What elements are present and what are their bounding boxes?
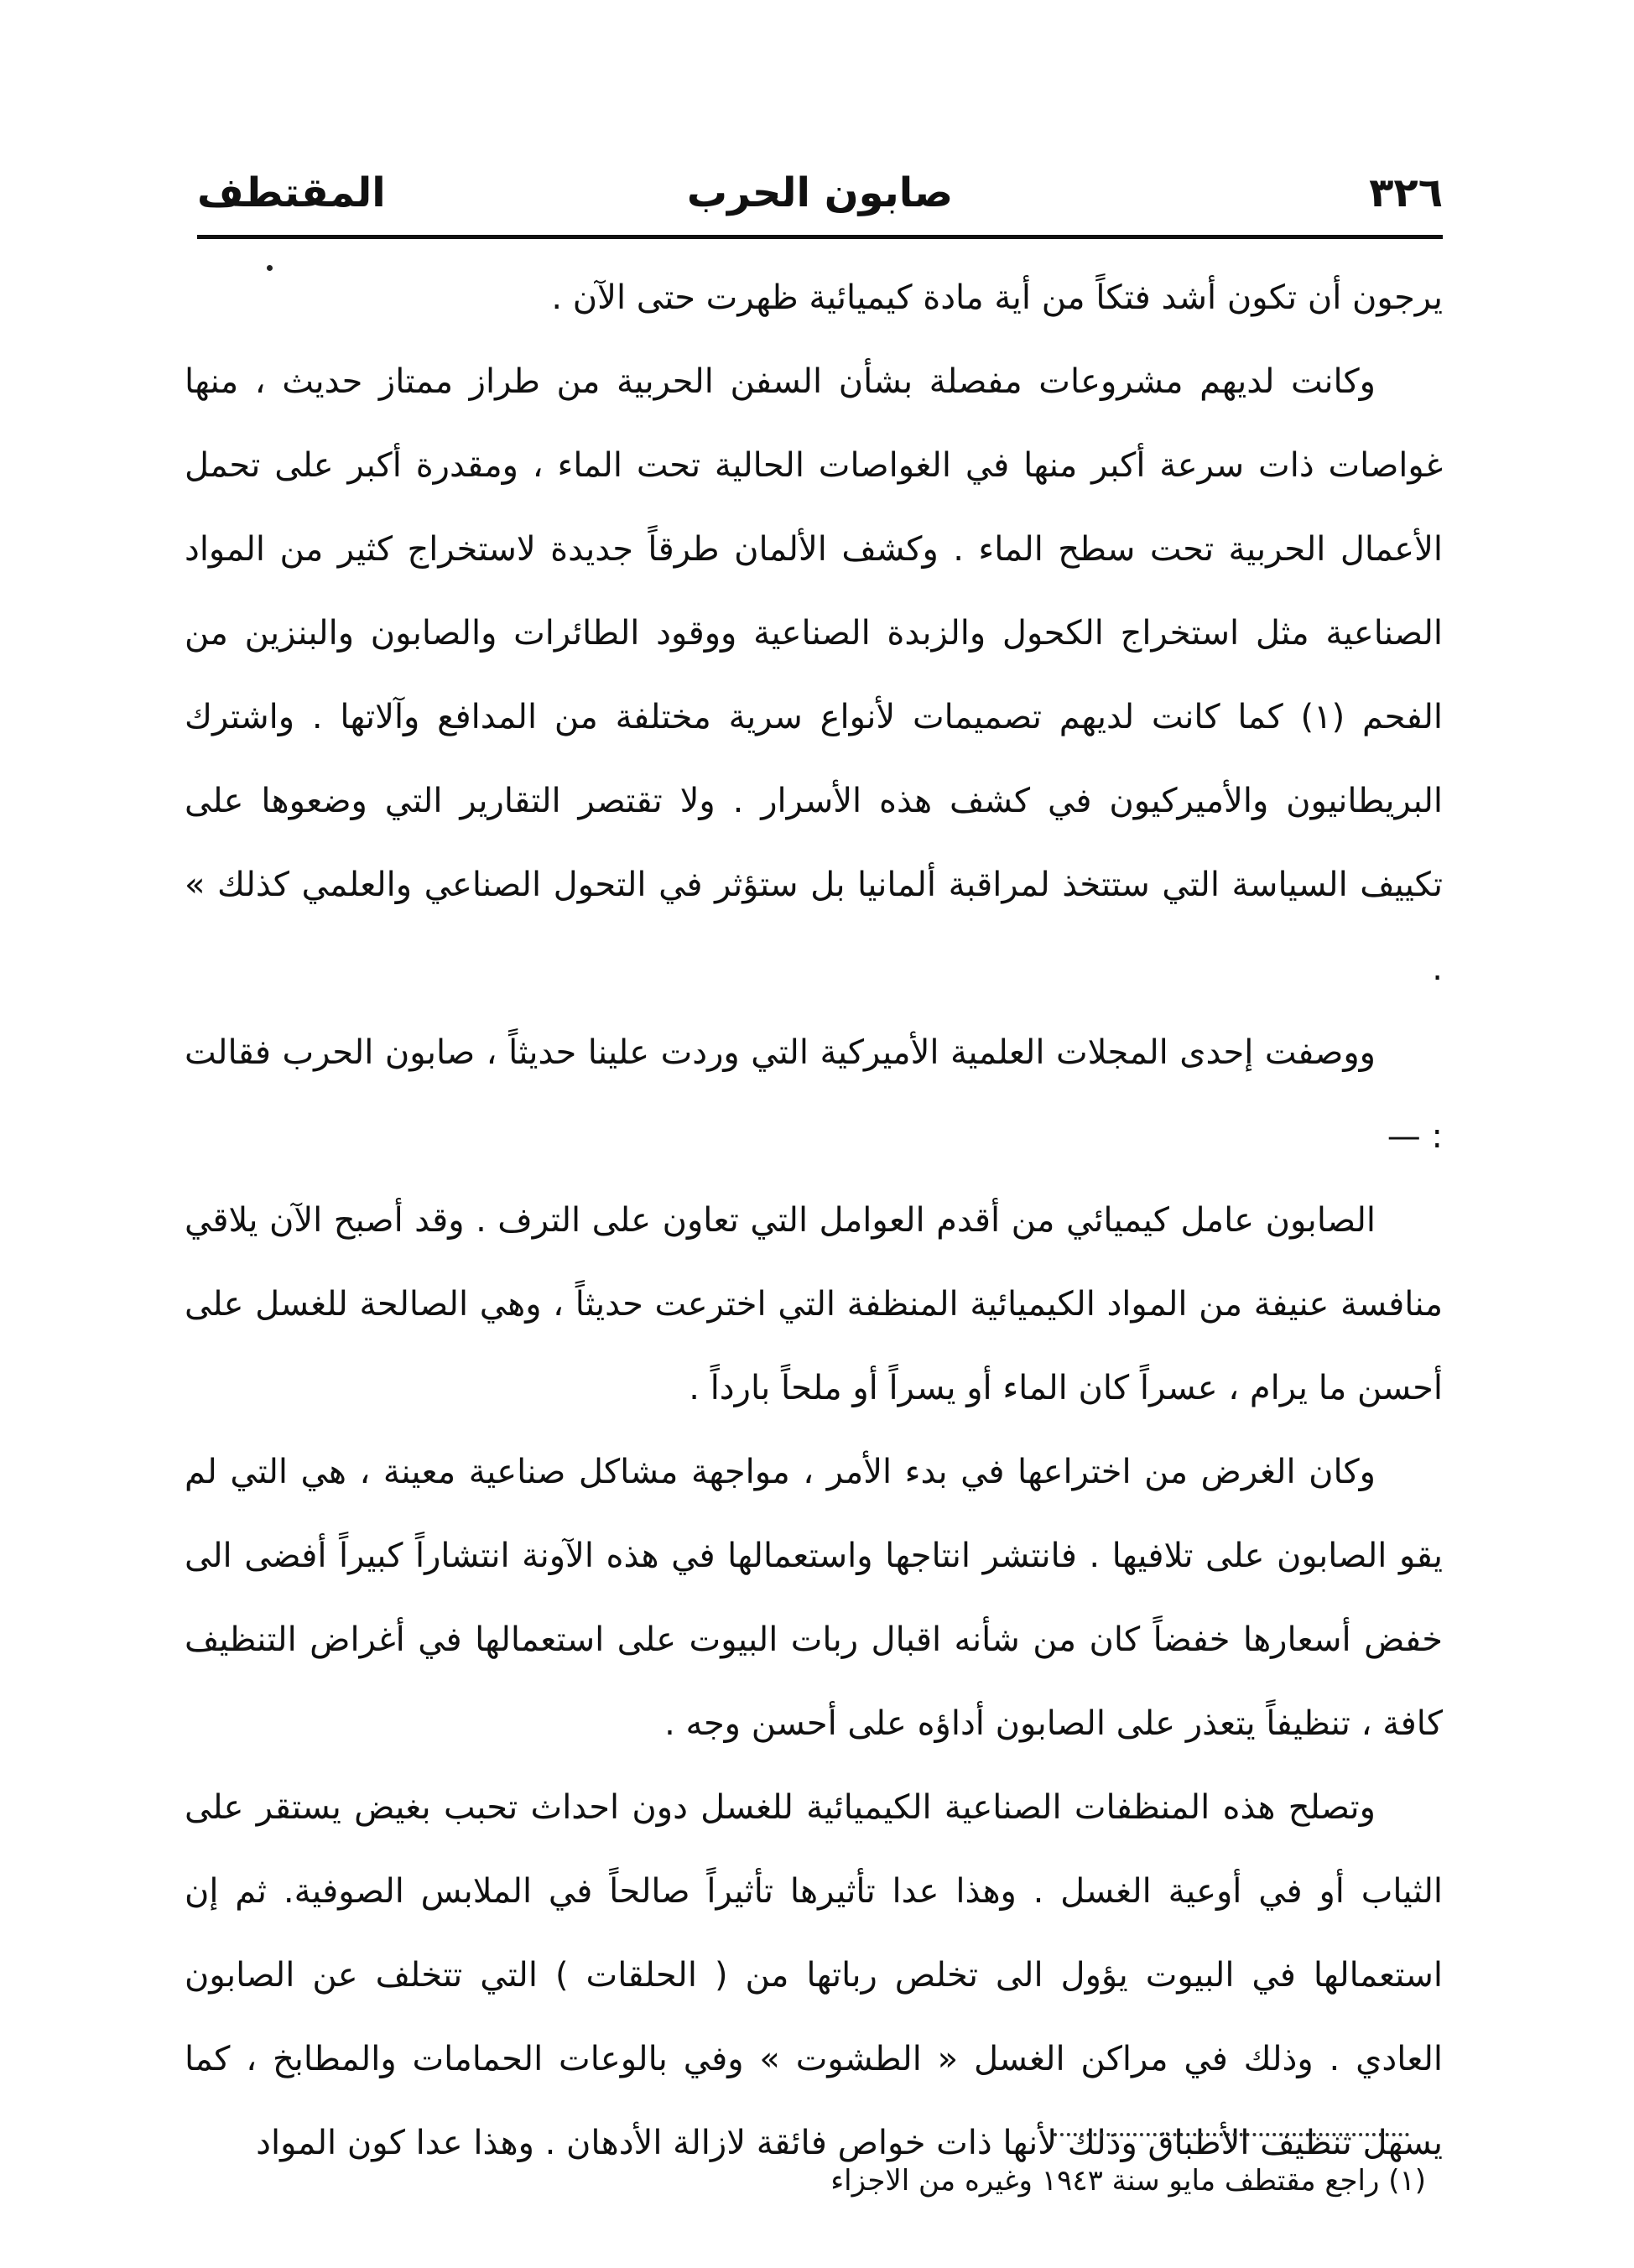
- paragraph-magazine-description: ووصفت إحدى المجلات العلمية الأميركية التي وردت علينا حديثاً ، صابون الحرب فقالت : —: [185, 1033, 1443, 1156]
- paragraph-invention-purpose: وكان الغرض من اختراعها في بدء الأمر ، مواجهة مشاكل صناعية معينة ، هي التي لم يقو الصابون على تلافيها . فانتشر انتاجها واستعمالها في هذه الآونة انتشاراً كبيراً أفضى الى خفض أسعارها خفضاً كان من شأنه اقبال ربات البيوت على استعمالها في أغراض التنظيف كافة ، تنظيفاً يتعذر على الصابون أداؤه على أحسن وجه .: [185, 1453, 1443, 1743]
- page-number: ٣٢٦: [1369, 169, 1443, 216]
- running-title: صابون الحرب: [686, 169, 954, 216]
- paragraph-soap-competition: الصابون عامل كيميائي من أقدم العوامل التي تعاون على الترف . وقد أصبح الآن يلاقي منافسة عنيفة من المواد الكيميائية المنظفة التي اخترعت حديثاً ، وهي الصالحة للغسل على أحسن ما يرام ، عسراً كان الماء أو يسراً أو ملحاً بارداً .: [185, 1201, 1443, 1407]
- footnote-separator: [1054, 2133, 1409, 2136]
- paragraph-continuation: يرجون أن تكون أشد فتكاً من أية مادة كيميائية ظهرت حتى الآن .: [551, 278, 1443, 317]
- header-rule: [197, 235, 1443, 239]
- paragraph-detergent-benefits: وتصلح هذه المنظفات الصناعية الكيميائية للغسل دون احداث تحبب بغيض يستقر على الثياب أو في أوعية الغسل . وهذا عدا تأثيرها تأثيراً صالحاً في الملابس الصوفية. ثم إن استعمالها في البيوت يؤول الى تخلص رباتها من ( الحلقات ) التي تتخلف عن الصابون العادي . وذلك في مراكن الغسل « الطشوت » وفي بالوعات الحمامات والمطابخ ، كما يسهل تنظيف الأطباق وذلك لأنها ذات خواص فائقة لازالة الأدهان . وهذا عدا كون المواد: [185, 1788, 1443, 2162]
- footnote: (١) راجع مقتطف مايو سنة ١٩٤٣ وغيره من الاجزاء: [830, 2164, 1426, 2198]
- article-body: [185, 256, 1443, 2185]
- journal-name: المقتطف: [197, 169, 386, 216]
- paragraph-german-projects: وكانت لديهم مشروعات مفصلة بشأن السفن الحربية من طراز ممتاز حديث ، منها غواصات ذات سرعة أكبر منها في الغواصات الحالية تحت الماء ، ومقدرة أكبر على تحمل الأعمال الحربية تحت سطح الماء . وكشف الألمان طرقاً جديدة لاستخراج كثير من المواد الصناعية مثل استخراج الكحول والزبدة الصناعية ووقود الطائرات والصابون والبنزين من الفحم (١) كما كانت لديهم تصميمات لأنواع سرية مختلفة من المدافع وآلاتها . واشترك البريطانيون والأميركيون في كشف هذه الأسرار . ولا تقتصر التقارير التي وضعوها على تكييف السياسة التي ستتخذ لمراقبة ألمانيا بل ستؤثر في التحول الصناعي والعلمي كذلك » .: [185, 362, 1444, 988]
- page-header: [197, 159, 1443, 226]
